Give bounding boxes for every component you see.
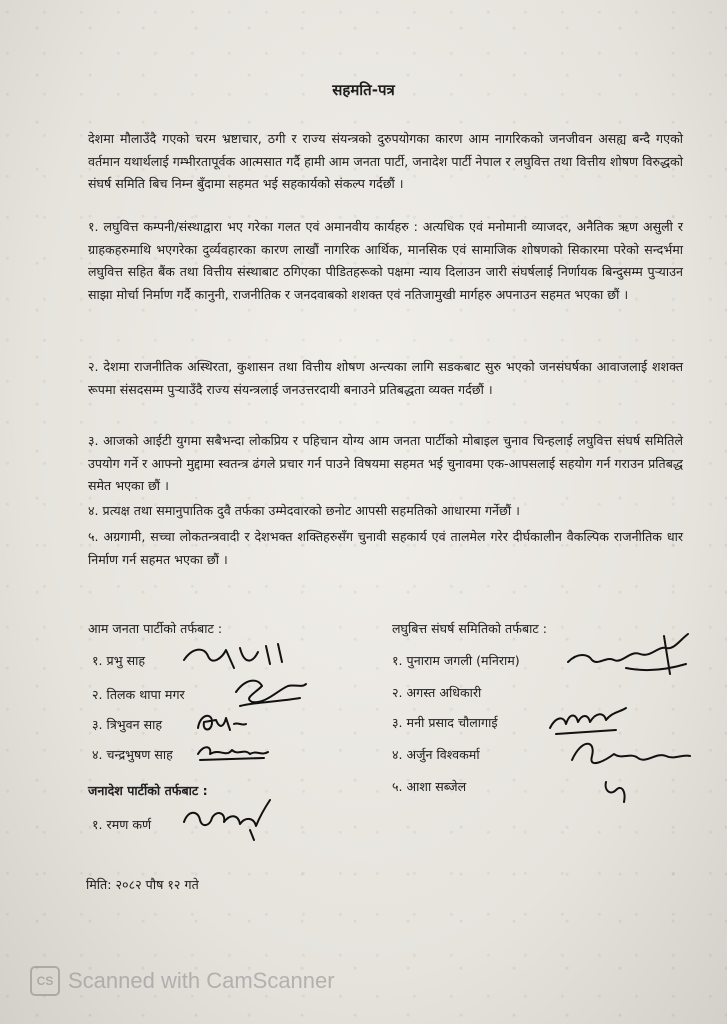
document-title: सहमति-पत्र	[332, 81, 395, 99]
camscanner-logo-icon: CS	[30, 966, 60, 996]
point-2-paragraph: २. देशमा राजनीतिक अस्थिरता, कुशासन तथा वित्तीय शोषण अन्त्यका लागि सडकबाट सुरु भएको जनसंघर्षका आवाजलाई शशक्त रूपमा संसदसम्म पुऱ्याउँदै राज्य संयन्त्रलाई जनउत्तरदायी बनाउने प्रतिबद्धता व्यक्त गर्दछौं ।	[88, 359, 683, 397]
document-date: मिति: २०८२ पौष १२ गते	[86, 877, 199, 892]
janadesh-party-heading: जनादेश पार्टीको तर्फबाट :	[88, 783, 208, 798]
left-signatory-2: २. तिलक थापा मगर	[92, 687, 185, 702]
intro-paragraph: देशमा मौलाउँदै गएको चरम भ्रष्टाचार, ठगी र राज्य संयन्त्रको दुरुपयोगका कारण आम नागरिकको जनजीवन असह्य बन्दै गएको वर्तमान यथार्थलाई गम्भीरतापूर्वक आत्मसात गर्दै हामी आम जनता पार्टी, जनादेश पार्टी नेपाल र लघुवित्त तथा वित्तीय शोषण विरुद्धको संघर्ष समिति बिच निम्न बुँदामा सहमत भई सहकार्यको संकल्प गर्दछौं ।	[88, 131, 683, 191]
signature-chandrabhushan-sah	[194, 738, 274, 764]
left-signatory-3: ३. त्रिभुवन साह	[92, 717, 163, 732]
signature-raman-karna	[180, 796, 280, 846]
scanner-watermark	[30, 966, 335, 996]
right-signatory-1: १. पुनाराम जगली (मनिराम)	[392, 653, 520, 668]
point-1-paragraph: १. लघुवित्त कम्पनी/संस्थाद्वारा भए गरेका गलत एवं अमानवीय कार्यहरु : अत्यधिक एवं मनोमानी व्याजदर, अनैतिक ऋण असुली र ग्राहकहरुमाथि भएगरेका दुर्व्यवहारका कारण लाखौं नागरिक आर्थिक, मानसिक एवं सामाजिक शोषणको सिकारमा परेको सन्दर्भमा लघुवित्त सहित बैंक तथा वित्तीय संस्थाबाट ठगिएका पीडितहरूको पक्षमा न्याय दिलाउन जारी संघर्षलाई निर्णायक बिन्दुसम्म पुऱ्याउन साझा मोर्चा निर्माण गर्दै कानुनी, राजनीतिक र जनदवाबको शशक्त एवं नतिजामुखी मार्गहरु अपनाउन सहमत भएका छौं ।	[88, 219, 683, 302]
right-committee-heading: लघुबित्त संघर्ष समितिको तर्फबाट :	[392, 621, 547, 636]
signature-tribhuvan-sah	[194, 706, 254, 736]
watermark-text: Scanned with CamScanner	[68, 968, 335, 993]
signature-punaram-jagli	[566, 628, 696, 682]
right-signatory-2: २. अगस्त अधिकारी	[392, 685, 482, 700]
left-signatory-1: १. प्रभु साह	[92, 653, 146, 668]
left-signatory-4: ४. चन्द्रभुषण साह	[92, 747, 173, 762]
point-4-paragraph: ४. प्रत्यक्ष तथा समानुपातिक दुवै तर्फका उम्मेदवारको छनोट आपसी सहमतिको आधारमा गर्नेछौं ।	[88, 503, 520, 518]
right-signatory-5: ५. आशा सब्जेल	[392, 779, 467, 794]
right-signatory-3: ३. मनी प्रसाद चौलागाई	[392, 715, 498, 730]
signature-arjun-bishwokarma	[566, 730, 696, 810]
right-signatory-4: ४. अर्जुन विश्वकर्मा	[392, 747, 480, 762]
point-3-paragraph: ३. आजको आईटी युगमा सबैभन्दा लोकप्रिय र पहिचान योग्य आम जनता पार्टीको मोबाइल चुनाव चिन्हलाई लघुवित्त संघर्ष समितिले उपयोग गर्ने र आफ्नो मुद्दामा स्वतन्त्र ढंगले प्रचार गर्न पाउने विषयमा सहमत भई चुनावमा एक-आपसलाई सहयोग गर्न गराउन प्रतिबद्ध समेत भएका छौं ।	[88, 433, 683, 493]
point-5-paragraph: ५. अग्रगामी, सच्चा लोकतन्त्रवादी र देशभक्त शक्तिहरुसँग चुनावी सहकार्य एवं तालमेल गरेर दीर्घकालीन वैकल्पिक राजनीतिक धार निर्माण गर्न सहमत भएका छौं ।	[88, 529, 683, 567]
janadesh-signatory-1: १. रमण कर्ण	[92, 817, 152, 832]
left-party-heading: आम जनता पार्टीको तर्फबाट :	[88, 621, 223, 636]
